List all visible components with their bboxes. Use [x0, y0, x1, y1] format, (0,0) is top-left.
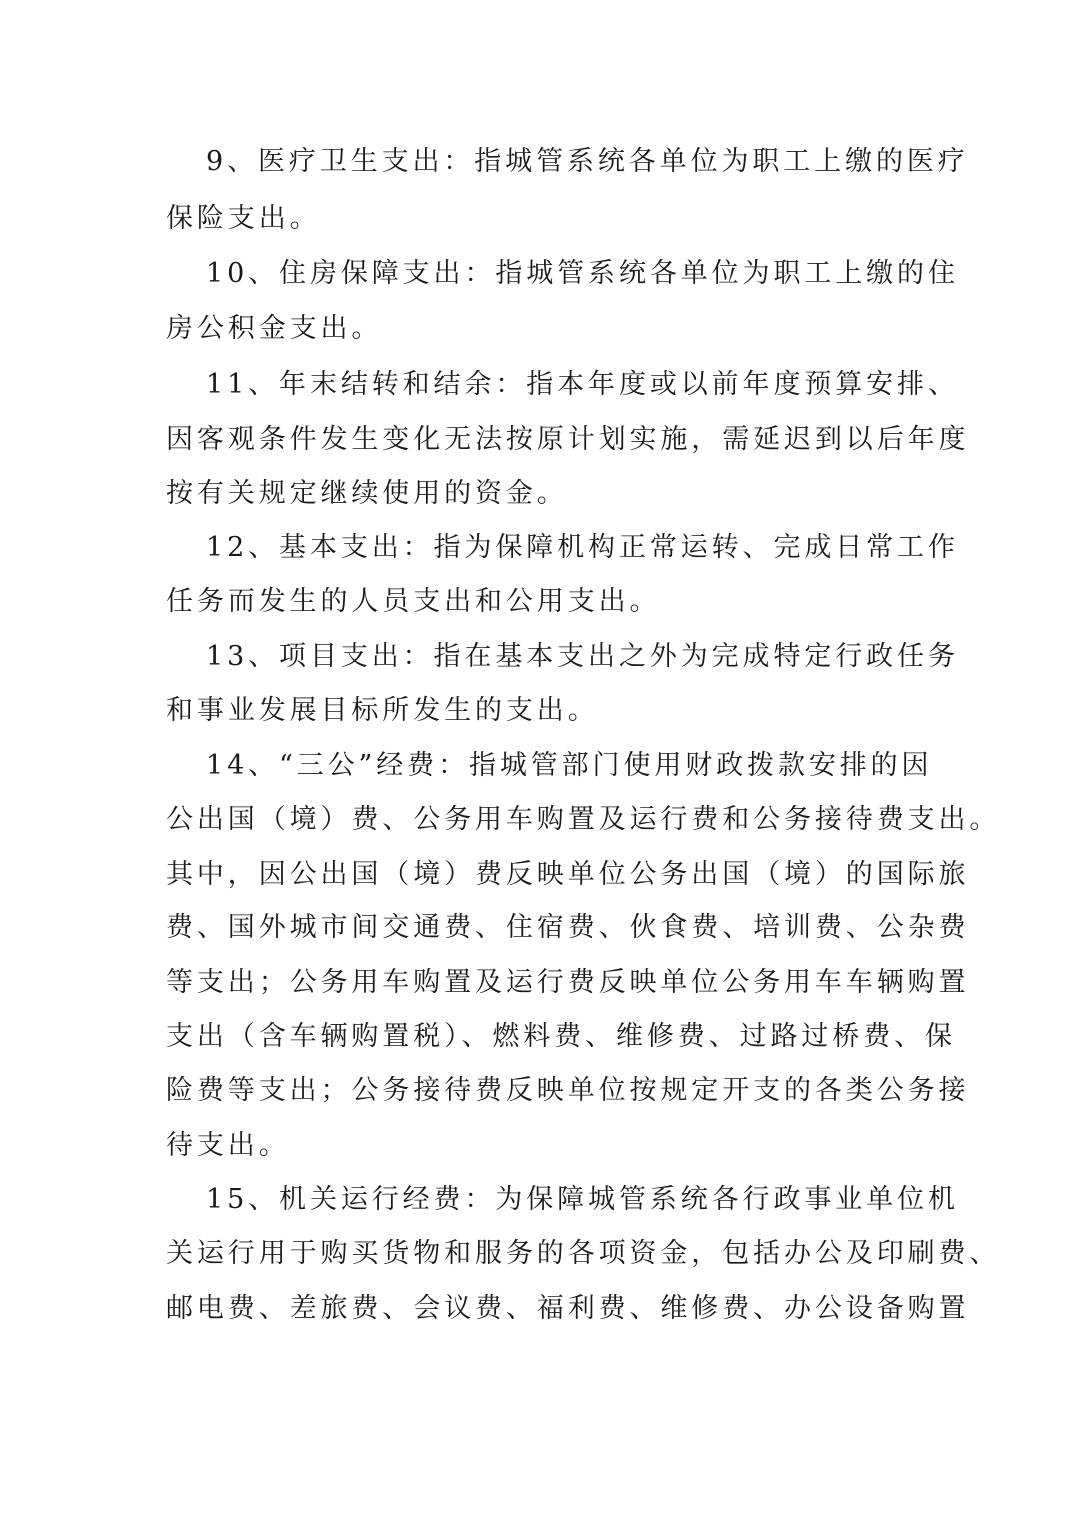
paragraph-14-line-5: 等支出；公务用车购置及运行费反映单位公务用车车辆购置	[166, 967, 970, 998]
paragraph-14-line-8: 待支出。	[166, 1130, 290, 1161]
paragraph-14-line-2: 公出国（境）费、公务用车购置及运行费和公务接待费支出。	[166, 804, 1001, 835]
paragraph-11-line-3: 按有关规定继续使用的资金。	[166, 478, 568, 509]
paragraph-11-line-2: 因客观条件发生变化无法按原计划实施，需延迟到以后年度	[166, 424, 970, 455]
paragraph-14-line-6: 支出（含车辆购置税）、燃料费、维修费、过路过桥费、保	[166, 1021, 956, 1052]
paragraph-12-line-1: 12、基本支出：指为保障机构正常运转、完成日常工作	[206, 532, 959, 563]
paragraph-14-line-7: 险费等支出；公务接待费反映单位按规定开支的各类公务接	[166, 1075, 970, 1106]
paragraph-15-line-2: 关运行用于购买货物和服务的各项资金，包括办公及印刷费、	[166, 1238, 1001, 1269]
paragraph-10-line-1: 10、住房保障支出：指城管系统各单位为职工上缴的住	[206, 258, 959, 289]
paragraph-9-line-2: 保险支出。	[166, 203, 321, 234]
paragraph-9-line-1: 9、医疗卫生支出：指城管系统各单位为职工上缴的医疗	[206, 146, 969, 177]
paragraph-14-line-4: 费、国外城市间交通费、住宿费、伙食费、培训费、公杂费	[166, 912, 970, 943]
paragraph-11-line-1: 11、年末结转和结余：指本年度或以前年度预算安排、	[206, 369, 959, 400]
paragraph-14-line-1: 14、“三公”经费：指城管部门使用财政拨款安排的因	[206, 750, 933, 781]
paragraph-13-line-2: 和事业发展目标所发生的支出。	[166, 695, 599, 726]
paragraph-15-line-1: 15、机关运行经费：为保障城管系统各行政事业单位机	[206, 1184, 959, 1215]
paragraph-10-line-2: 房公积金支出。	[166, 313, 383, 344]
paragraph-13-line-1: 13、项目支出：指在基本支出之外为完成特定行政任务	[206, 641, 959, 672]
paragraph-12-line-2: 任务而发生的人员支出和公用支出。	[166, 586, 661, 617]
paragraph-14-line-3: 其中，因公出国（境）费反映单位公务出国（境）的国际旅	[166, 859, 970, 890]
paragraph-15-line-3: 邮电费、差旅费、会议费、福利费、维修费、办公设备购置	[166, 1293, 970, 1324]
